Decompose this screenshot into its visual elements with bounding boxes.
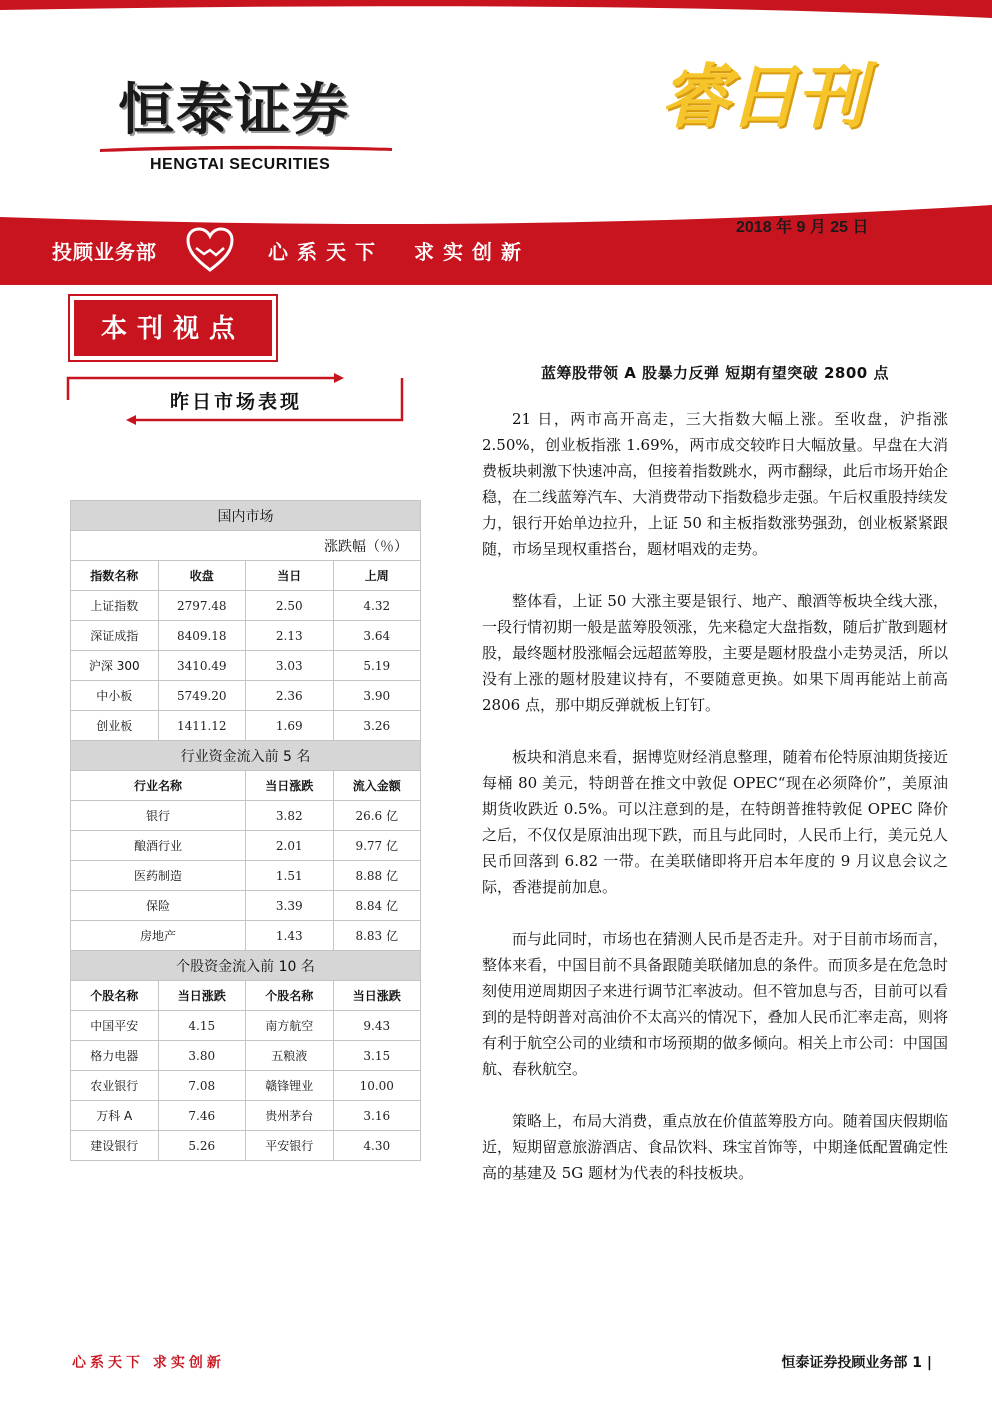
week-change: 5.19	[333, 651, 421, 681]
index-name: 中小板	[71, 681, 159, 711]
stock-name: 平安银行	[246, 1131, 334, 1161]
table-row	[71, 651, 421, 681]
stock-inflow-title: 个股资金流入前 10 名	[71, 951, 421, 981]
table-row	[71, 1131, 421, 1161]
index-name: 深证成指	[71, 621, 159, 651]
close-value: 8409.18	[158, 621, 246, 651]
stock-title-row	[71, 951, 421, 981]
company-logo	[100, 78, 400, 178]
stock-name: 赣锋锂业	[246, 1071, 334, 1101]
column-header: 当日涨跌	[158, 981, 246, 1011]
table-row	[71, 1101, 421, 1131]
motto-part-1: 心系天下	[268, 240, 384, 264]
table-row	[71, 921, 421, 951]
day-change: 3.15	[333, 1041, 421, 1071]
article-title: 蓝筹股带领 A 股暴力反弹 短期有望突破 2800 点	[541, 364, 889, 382]
domestic-header-row	[71, 561, 421, 591]
close-value: 1411.12	[158, 711, 246, 741]
column-header: 当日涨跌	[246, 771, 334, 801]
day-change: 7.08	[158, 1071, 246, 1101]
close-value: 3410.49	[158, 651, 246, 681]
table-row	[71, 801, 421, 831]
day-change: 4.30	[333, 1131, 421, 1161]
index-name: 上证指数	[71, 591, 159, 621]
section-heading: 本刊视点	[74, 300, 272, 356]
column-header: 当日涨跌	[333, 981, 421, 1011]
day-change: 3.82	[246, 801, 334, 831]
logo-english-text: HENGTAI SECURITIES	[150, 156, 331, 173]
table-row	[71, 1071, 421, 1101]
article-paragraph: 21 日，两市高开高走，三大指数大幅上涨。至收盘，沪指涨 2.50%，创业板指涨 1.69%，两市成交较昨日大幅放量。早盘在大消费板块刺激下快速冲高，但接着指数跳水，两市翻绿，此后市场开始企稳，在二线蓝筹汽车、大消费带动下指数稳步走强。午后权重股持续发力，银行开始单边拉升，上证 50 和主板指数涨势强劲，创业板紧紧跟随，市场呈现权重搭台，题材唱戏的走势。	[482, 410, 948, 558]
industry-inflow-title: 行业资金流入前 5 名	[71, 741, 421, 771]
industry-name: 酿酒行业	[71, 831, 246, 861]
footer-page-label: 恒泰证券投顾业务部 1 |	[781, 1355, 932, 1371]
subheading: 昨日市场表现	[170, 391, 303, 413]
day-change: 3.03	[246, 651, 334, 681]
close-value: 5749.20	[158, 681, 246, 711]
article-paragraph: 板块和消息来看，据博览财经消息整理，随着布伦特原油期货接近每桶 80 美元，特朗普在推文中敦促 OPEC“现在必须降价”，美原油期货收跌近 0.5%。可以注意到的是，在特朗普推特敦促 OPEC 降价之后，不仅仅是原油出现下跌，而且与此同时，人民币上行，美元兑人民币回落到 6.82 一带。在美联储即将开启本年度的 9 月议息会议之际，香港提前加息。	[482, 748, 948, 896]
table-row	[71, 681, 421, 711]
stock-name: 中国平安	[71, 1011, 159, 1041]
publication-title: 睿日刊	[660, 56, 864, 138]
industry-name: 房地产	[71, 921, 246, 951]
stock-name: 建设银行	[71, 1131, 159, 1161]
column-header: 行业名称	[71, 771, 246, 801]
industry-name: 保险	[71, 891, 246, 921]
table-row	[71, 711, 421, 741]
column-header: 上周	[333, 561, 421, 591]
logo-swoosh	[100, 144, 392, 152]
day-change: 1.43	[246, 921, 334, 951]
article-body	[482, 406, 948, 1212]
day-change: 1.51	[246, 861, 334, 891]
day-change: 5.26	[158, 1131, 246, 1161]
index-name: 沪深 300	[71, 651, 159, 681]
issue-date: 2018 年 9 月 25 日	[736, 219, 869, 236]
industry-header-row	[71, 771, 421, 801]
stock-name: 五粮液	[246, 1041, 334, 1071]
inflow-amount: 8.88 亿	[333, 861, 421, 891]
table-row	[71, 1011, 421, 1041]
table-row	[71, 861, 421, 891]
day-change: 3.16	[333, 1101, 421, 1131]
industry-name: 医药制造	[71, 861, 246, 891]
day-change: 3.80	[158, 1041, 246, 1071]
inflow-amount: 26.6 亿	[333, 801, 421, 831]
day-change: 2.50	[246, 591, 334, 621]
domestic-market-title: 国内市场	[71, 501, 421, 531]
unit-row	[71, 531, 421, 561]
market-table	[70, 500, 421, 1161]
change-unit-label: 涨跌幅（％）	[71, 531, 421, 561]
stock-name: 格力电器	[71, 1041, 159, 1071]
stock-name: 南方航空	[246, 1011, 334, 1041]
week-change: 3.26	[333, 711, 421, 741]
column-header: 收盘	[158, 561, 246, 591]
day-change: 7.46	[158, 1101, 246, 1131]
day-change: 2.01	[246, 831, 334, 861]
day-change: 2.13	[246, 621, 334, 651]
column-header: 当日	[246, 561, 334, 591]
day-change: 9.43	[333, 1011, 421, 1041]
article-paragraph: 整体看，上证 50 大涨主要是银行、地产、酿酒等板块全线大涨，一段行情初期一般是蓝筹股领涨，先来稳定大盘指数，随后扩散到题材股，最终题材股涨幅会远超蓝筹股，主要是题材股盘小走势灵活，所以没有上涨的题材股建议持有，不要随意更换。如果下周再能站上前高 2806 点，那中期反弹就板上钉钉。	[482, 592, 948, 714]
day-change: 3.39	[246, 891, 334, 921]
table-row	[71, 1041, 421, 1071]
inflow-amount: 8.84 亿	[333, 891, 421, 921]
week-change: 3.64	[333, 621, 421, 651]
stock-name: 万科 A	[71, 1101, 159, 1131]
article-paragraph: 策略上，布局大消费，重点放在价值蓝筹股方向。随着国庆假期临近，短期留意旅游酒店、食品饮料、珠宝首饰等，中期逢低配置确定性高的基建及 5G 题材为代表的科技板块。	[482, 1112, 948, 1182]
logo-chinese-text: 恒泰证券	[118, 78, 350, 143]
top-red-swoosh	[0, 0, 992, 22]
close-value: 2797.48	[158, 591, 246, 621]
stock-name: 贵州茅台	[246, 1101, 334, 1131]
day-change: 4.15	[158, 1011, 246, 1041]
column-header: 指数名称	[71, 561, 159, 591]
day-change: 1.69	[246, 711, 334, 741]
table-row	[71, 831, 421, 861]
table-row	[71, 591, 421, 621]
motto-part-2: 求实创新	[414, 240, 530, 264]
week-change: 4.32	[333, 591, 421, 621]
article-paragraph: 而与此同时，市场也在猜测人民币是否走升。对于目前市场而言，整体来看，中国目前不具备跟随美联储加息的条件。而顶多是在危急时刻使用逆周期因子来进行调节汇率波动。但不管加息与否，目前可以看到的是特朗普对高油价不太高兴的情况下，叠加人民币汇率走高，则将有利于航空公司的业绩和市场预期的做多倾向。相关上市公司：中国国航、春秋航空。	[482, 930, 948, 1078]
week-change: 3.90	[333, 681, 421, 711]
inflow-amount: 8.83 亿	[333, 921, 421, 951]
footer-motto: 心系天下 求实创新	[72, 1355, 225, 1371]
section-heading-box	[68, 294, 278, 362]
column-header: 个股名称	[246, 981, 334, 1011]
inflow-amount: 9.77 亿	[333, 831, 421, 861]
day-change: 10.00	[333, 1071, 421, 1101]
heart-handshake-icon	[184, 224, 236, 276]
table-row	[71, 621, 421, 651]
stock-header-row	[71, 981, 421, 1011]
industry-title-row	[71, 741, 421, 771]
industry-name: 银行	[71, 801, 246, 831]
column-header: 个股名称	[71, 981, 159, 1011]
department-name: 投顾业务部	[52, 240, 157, 264]
stock-name: 农业银行	[71, 1071, 159, 1101]
day-change: 2.36	[246, 681, 334, 711]
domestic-market-title-row	[71, 501, 421, 531]
column-header: 流入金额	[333, 771, 421, 801]
index-name: 创业板	[71, 711, 159, 741]
table-row	[71, 891, 421, 921]
